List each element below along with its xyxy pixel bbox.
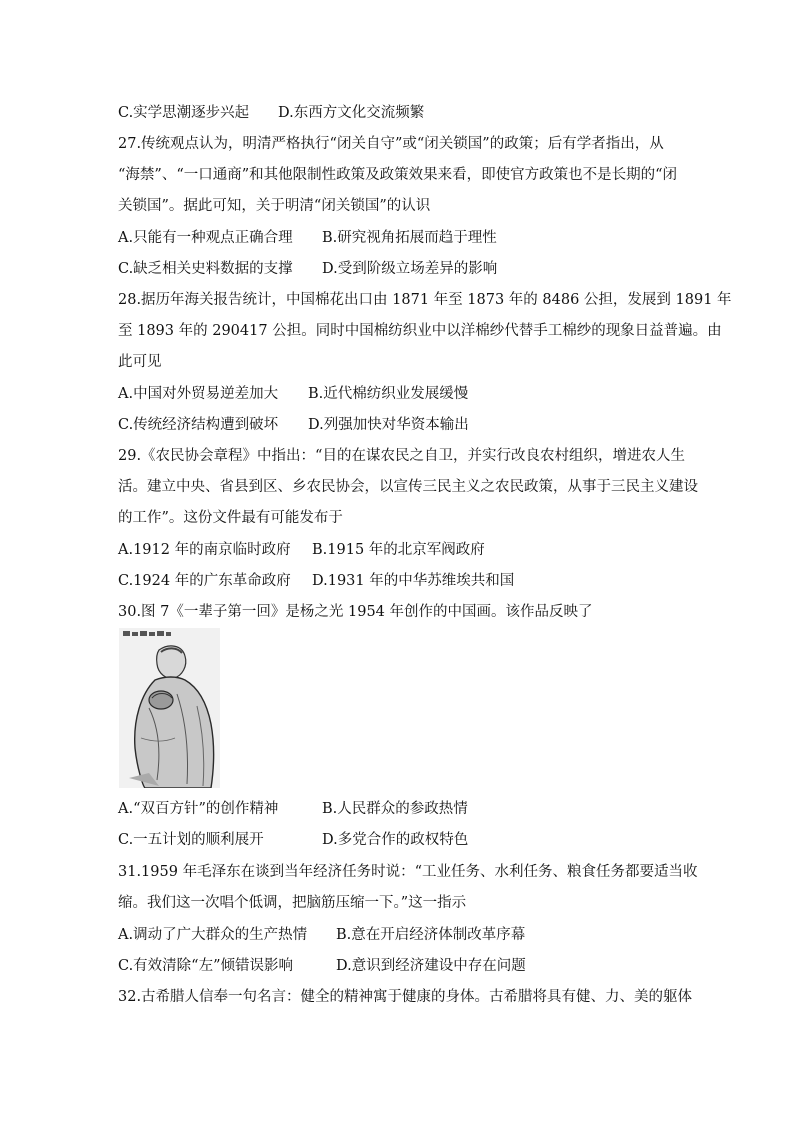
question-text: 的工作”。这份文件最有可能发布于 — [118, 510, 343, 526]
question-text: 28.据历年海关报告统计，中国棉花出口由 1871 年至 1873 年的 8486 公担，发展到 1891 年 — [118, 292, 732, 308]
option-c: C.实学思潮逐步兴起 — [118, 105, 250, 121]
option-d: D.意识到经济建设中存在问题 — [336, 958, 526, 974]
option-d: D.1931 年的中华苏维埃共和国 — [312, 573, 515, 589]
option-d: D.列强加快对华资本输出 — [308, 417, 469, 433]
question-text: 32.古希腊人信奉一句名言：健全的精神寓于健康的身体。古希腊将具有健、力、美的躯体 — [118, 989, 693, 1005]
option-c: C.传统经济结构遭到破坏 — [118, 417, 279, 433]
option-b: B.人民群众的参政热情 — [322, 801, 468, 817]
option-a: A.只能有一种观点正确合理 — [118, 230, 293, 246]
option-d: D.东西方文化交流频繁 — [278, 105, 425, 121]
option-a: A.调动了广大群众的生产热情 — [118, 927, 308, 943]
option-d: D.多党合作的政权特色 — [322, 832, 469, 848]
question-text: 至 1893 年的 290417 公担。同时中国棉纺织业中以洋棉纱代替手工棉纱的现象日益普遍。由 — [118, 323, 722, 339]
option-b: B.近代棉纺织业发展缓慢 — [308, 386, 469, 402]
question-text: 缩。我们这一次唱个低调，把脑筋压缩一下。”这一指示 — [118, 895, 467, 911]
question-text: 关锁国”。据此可知，关于明清“闭关锁国”的认识 — [118, 198, 431, 214]
option-d: D.受到阶级立场差异的影响 — [322, 261, 498, 277]
question-text: 31.1959 年毛泽东在谈到当年经济任务时说：“工业任务、水利任务、粮食任务都要适当收 — [118, 864, 698, 880]
option-b: B.1915 年的北京军阀政府 — [312, 542, 485, 558]
question-text: 此可见 — [118, 354, 162, 370]
question-text: 30.图 7《一辈子第一回》是杨之光 1954 年创作的中国画。该作品反映了 — [118, 604, 593, 620]
question-text: 27.传统观点认为，明清严格执行“闭关自守”或“闭关锁国”的政策；后有学者指出，从 — [118, 136, 664, 152]
question-text: 29.《农民协会章程》中指出：“目的在谋农民之自卫，并实行改良农村组织，增进农人生 — [118, 448, 685, 464]
option-b: B.研究视角拓展而趋于理性 — [322, 230, 497, 246]
option-c: C.有效清除“左”倾错误影响 — [118, 958, 294, 974]
option-a: A.中国对外贸易逆差加大 — [118, 386, 279, 402]
painting-figure-image — [119, 628, 220, 788]
option-c: C.缺乏相关史料数据的支撑 — [118, 261, 293, 277]
option-a: A.“双百方针”的创作精神 — [118, 801, 279, 817]
question-text: 活。建立中央、省县到区、乡农民协会，以宣传三民主义之农民政策，从事于三民主义建设 — [118, 479, 698, 495]
option-b: B.意在开启经济体制改革序幕 — [336, 927, 526, 943]
question-text: “海禁”、“一口通商”和其他限制性政策及政策效果来看，即使官方政策也不是长期的“闭 — [118, 167, 678, 183]
option-c: C.1924 年的广东革命政府 — [118, 573, 291, 589]
painting-illustration — [119, 628, 220, 788]
option-c: C.一五计划的顺利展开 — [118, 832, 264, 848]
option-a: A.1912 年的南京临时政府 — [118, 542, 291, 558]
